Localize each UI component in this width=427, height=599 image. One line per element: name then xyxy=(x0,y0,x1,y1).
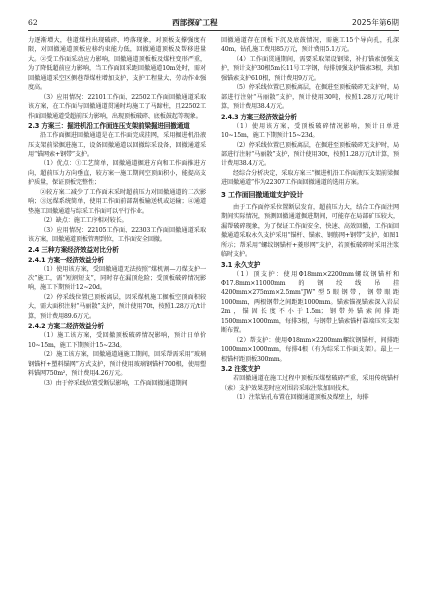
paragraph: （1）顶支护：使用Φ18mm×2200mm螺纹钢锚杆和Φ17.8mm×11000mm的钢绞线吊挂4200mm×275mm×2.5mm“JW”型5眼钢带，钢带眼距1000mm，两根钢带之间距距1000mm。锚索锚视锚索深入岩层2m，锚固长度不小于1.5m；钢带外锚索间排距1500mm×1000mm，每排3根，与钢带上锚索锚杆靠端压实支架断布置。 xyxy=(221,270,399,335)
paragraph: （2）停采线位置已顶板离层，因采煤机施工掘板空顶面积较大，需大面积注射“马丽散”支护，预计使用70t，按照1.28万元/t计算，预计费用89.6万元。 xyxy=(28,293,206,320)
subsection-heading: 3.2 注浆支护 xyxy=(221,365,261,374)
right-column xyxy=(221,36,399,402)
subsection-heading: 2.3 方案三：掘进机沿工作面连压支架前梁掘进回撤通道 xyxy=(28,122,190,131)
subsubsection-heading: 2.4.3 方案三经济效益分析 xyxy=(221,112,297,121)
paragraph: （1）注浆钻孔布置在回撤通道顶板及煤壁上，每排 xyxy=(233,393,369,401)
paragraph: （1）优点：①工艺简单，回撤通道掘进方向和工作面推进方向，超前压力方向垂直，较方案一施工期间空顶面积小，能提高支护质量，保证顶板完整性； xyxy=(28,160,206,187)
paragraph: ②较方案二减少了工作面末采时超前压力对回撤通道的二次影响；③远煤系统简单，使用工作面前部刮板输送机或运输；④通道垫施工回撤通道与综采工作面可以平行作业。 xyxy=(28,188,206,215)
paragraph: （1）施工该方案，受回撤顶板破碎情况影响，预计日单价10~15m，施工下期预计15~23d。 xyxy=(28,332,206,349)
paragraph: （3）应用情况：22101工作面、22502工作面回撤通道采取该方案，在工作面与回撤通道贯通时均施工了马蹄柱，且22502工作面回撤通道受超前压力影响，出现顶板破碎、底板鼓起等现象。 xyxy=(28,93,206,120)
subsection-heading: 3.1 永久支护 xyxy=(221,260,261,269)
paragraph: （2）施工该方案，回撤通道通施工期间，回采帮需采用“玻璃钢锚杆+塑料锚网”方式支护，预计使用玻璃钢锚杆700根，使用塑料锚网750m²，预计费用4.26万元。 xyxy=(28,351,206,378)
paragraph: （3）由于停采线位置受断层影响，工作面回撤通道期间 xyxy=(40,379,188,387)
paragraph: （3）应用情况：22105工作面、22303工作面回撤通道采取该方案，回撤通道顶板管理到位，工作面安全回撤。 xyxy=(28,226,206,244)
paragraph: 力逐渐增大，巷道煤柱出现破碎、垮落现象，对顶板支撑强度有限，对回撤通道顶板应移约束能力低，回撤通道顶板及帮移进量大。②受工作面采动应力影响，回撤通道顶板板及煤柱变形严重，为了降低超前应力影响，当工作面回采距回撤通道10m处时，需对回撤通道采空区侧巷帮煤柱增加支护，支护工程量大、劳动作业强度高。 xyxy=(28,37,206,92)
paragraph: （5）停采线位置已顶板离层，在掘进至顶板破碎无支护时，局部进行注射“马丽散”支护，预计使用30吨，按照1.28万元/吨计算，预计费用38.4万元。 xyxy=(221,84,399,111)
paragraph: 沿工作面掘进回撤通道是在工作面完成挂网，采用掘进机沿液压支架前梁掘进施工，设备回撤通道以回撤综采设备，回撤通道采用“锚网索+钢带”支护。 xyxy=(28,132,206,158)
paragraph: （2）停采线位置已顶板离层，在掘进至顶板破碎无支护时，局部进行注射“马丽散”支护，预计使用30t，按照1.28万元/t计算，预计费用38.4万元。 xyxy=(221,141,399,168)
subsection-heading: 2.4 三种方案经济效益对比分析 xyxy=(28,245,119,254)
paragraph: （2）帮支护：使用Φ18mm×2200mm螺纹钢锚杆，间排距1000mm×1000mm，每排4根（有为综采工作面支架）。最上一根锚杆距顶板300mm。 xyxy=(221,336,399,363)
paragraph: 经综合分析决定，采取方案三“掘进机沿工作面液压支架前梁掘进回撤通道”作为22307工作面回撤通道的选用方案。 xyxy=(221,169,399,187)
paragraph: （1）使用该方案，受回撤通道无法按照“煤机割—刀煤支护一次”施工，需“短割短支”，同时存在漏顶危险；受顶板破碎情况影响，施工下期预计12~20d。 xyxy=(28,265,206,292)
paragraph: 若回撤通道在施工过程中顶板压煤壁破碎严重，采用传统锚杆（索）支护效果差时应对围岩采取注浆加固技术。 xyxy=(221,375,399,392)
page-number: 62 xyxy=(28,18,38,27)
paragraph: 由于工作面停采位置断层发育，超前压力大，结合工作面注网期间实际情况，预测回撤通道掘进期间，可能存在局部矿压较大，漏帮破碎现象，为了保证工作面安全、快速、高效回撤，工作面回撤通道采取永久支护采用“锚杆、锚索、钢筋网+钢带”支护，如图1所示；帮采用“螺纹钢锚杆+菱形网”支护，若顶板破碎时采用注浆临时支护。 xyxy=(221,203,399,259)
issue-label: 2025年第6期 xyxy=(352,18,399,27)
paragraph: （1）使用该方案，受顶板破碎情况影响，预计日单进10~15m，施工下期预计15~23d。 xyxy=(221,122,399,140)
section-heading: 3 工作面回撤通道支护设计 xyxy=(221,190,304,199)
paragraph: （4）工作面贯通期间，需要采取架设钢梁，补打锚索加强支护，预计支护30根5m长11号工字钢，每排加强支护锚索3根，共加强锚索支护610根，预计费用9万元。 xyxy=(221,55,399,82)
subsubsection-heading: 2.4.2 方案二经济效益分析 xyxy=(28,322,104,331)
left-column xyxy=(28,36,206,388)
journal-title: 西部探矿工程 xyxy=(172,18,218,27)
subsubsection-heading: 2.4.1 方案一经济效益分析 xyxy=(28,255,104,264)
running-header xyxy=(28,14,399,31)
paragraph: （2）缺点：施工工序相对较长。 xyxy=(40,217,128,225)
paragraph: 回撤通道存在顶板下沉及底鼓情况，需施工15个导向孔，孔深40m，钻孔施工费用85万元，预计费用5.1万元。 xyxy=(221,37,399,54)
